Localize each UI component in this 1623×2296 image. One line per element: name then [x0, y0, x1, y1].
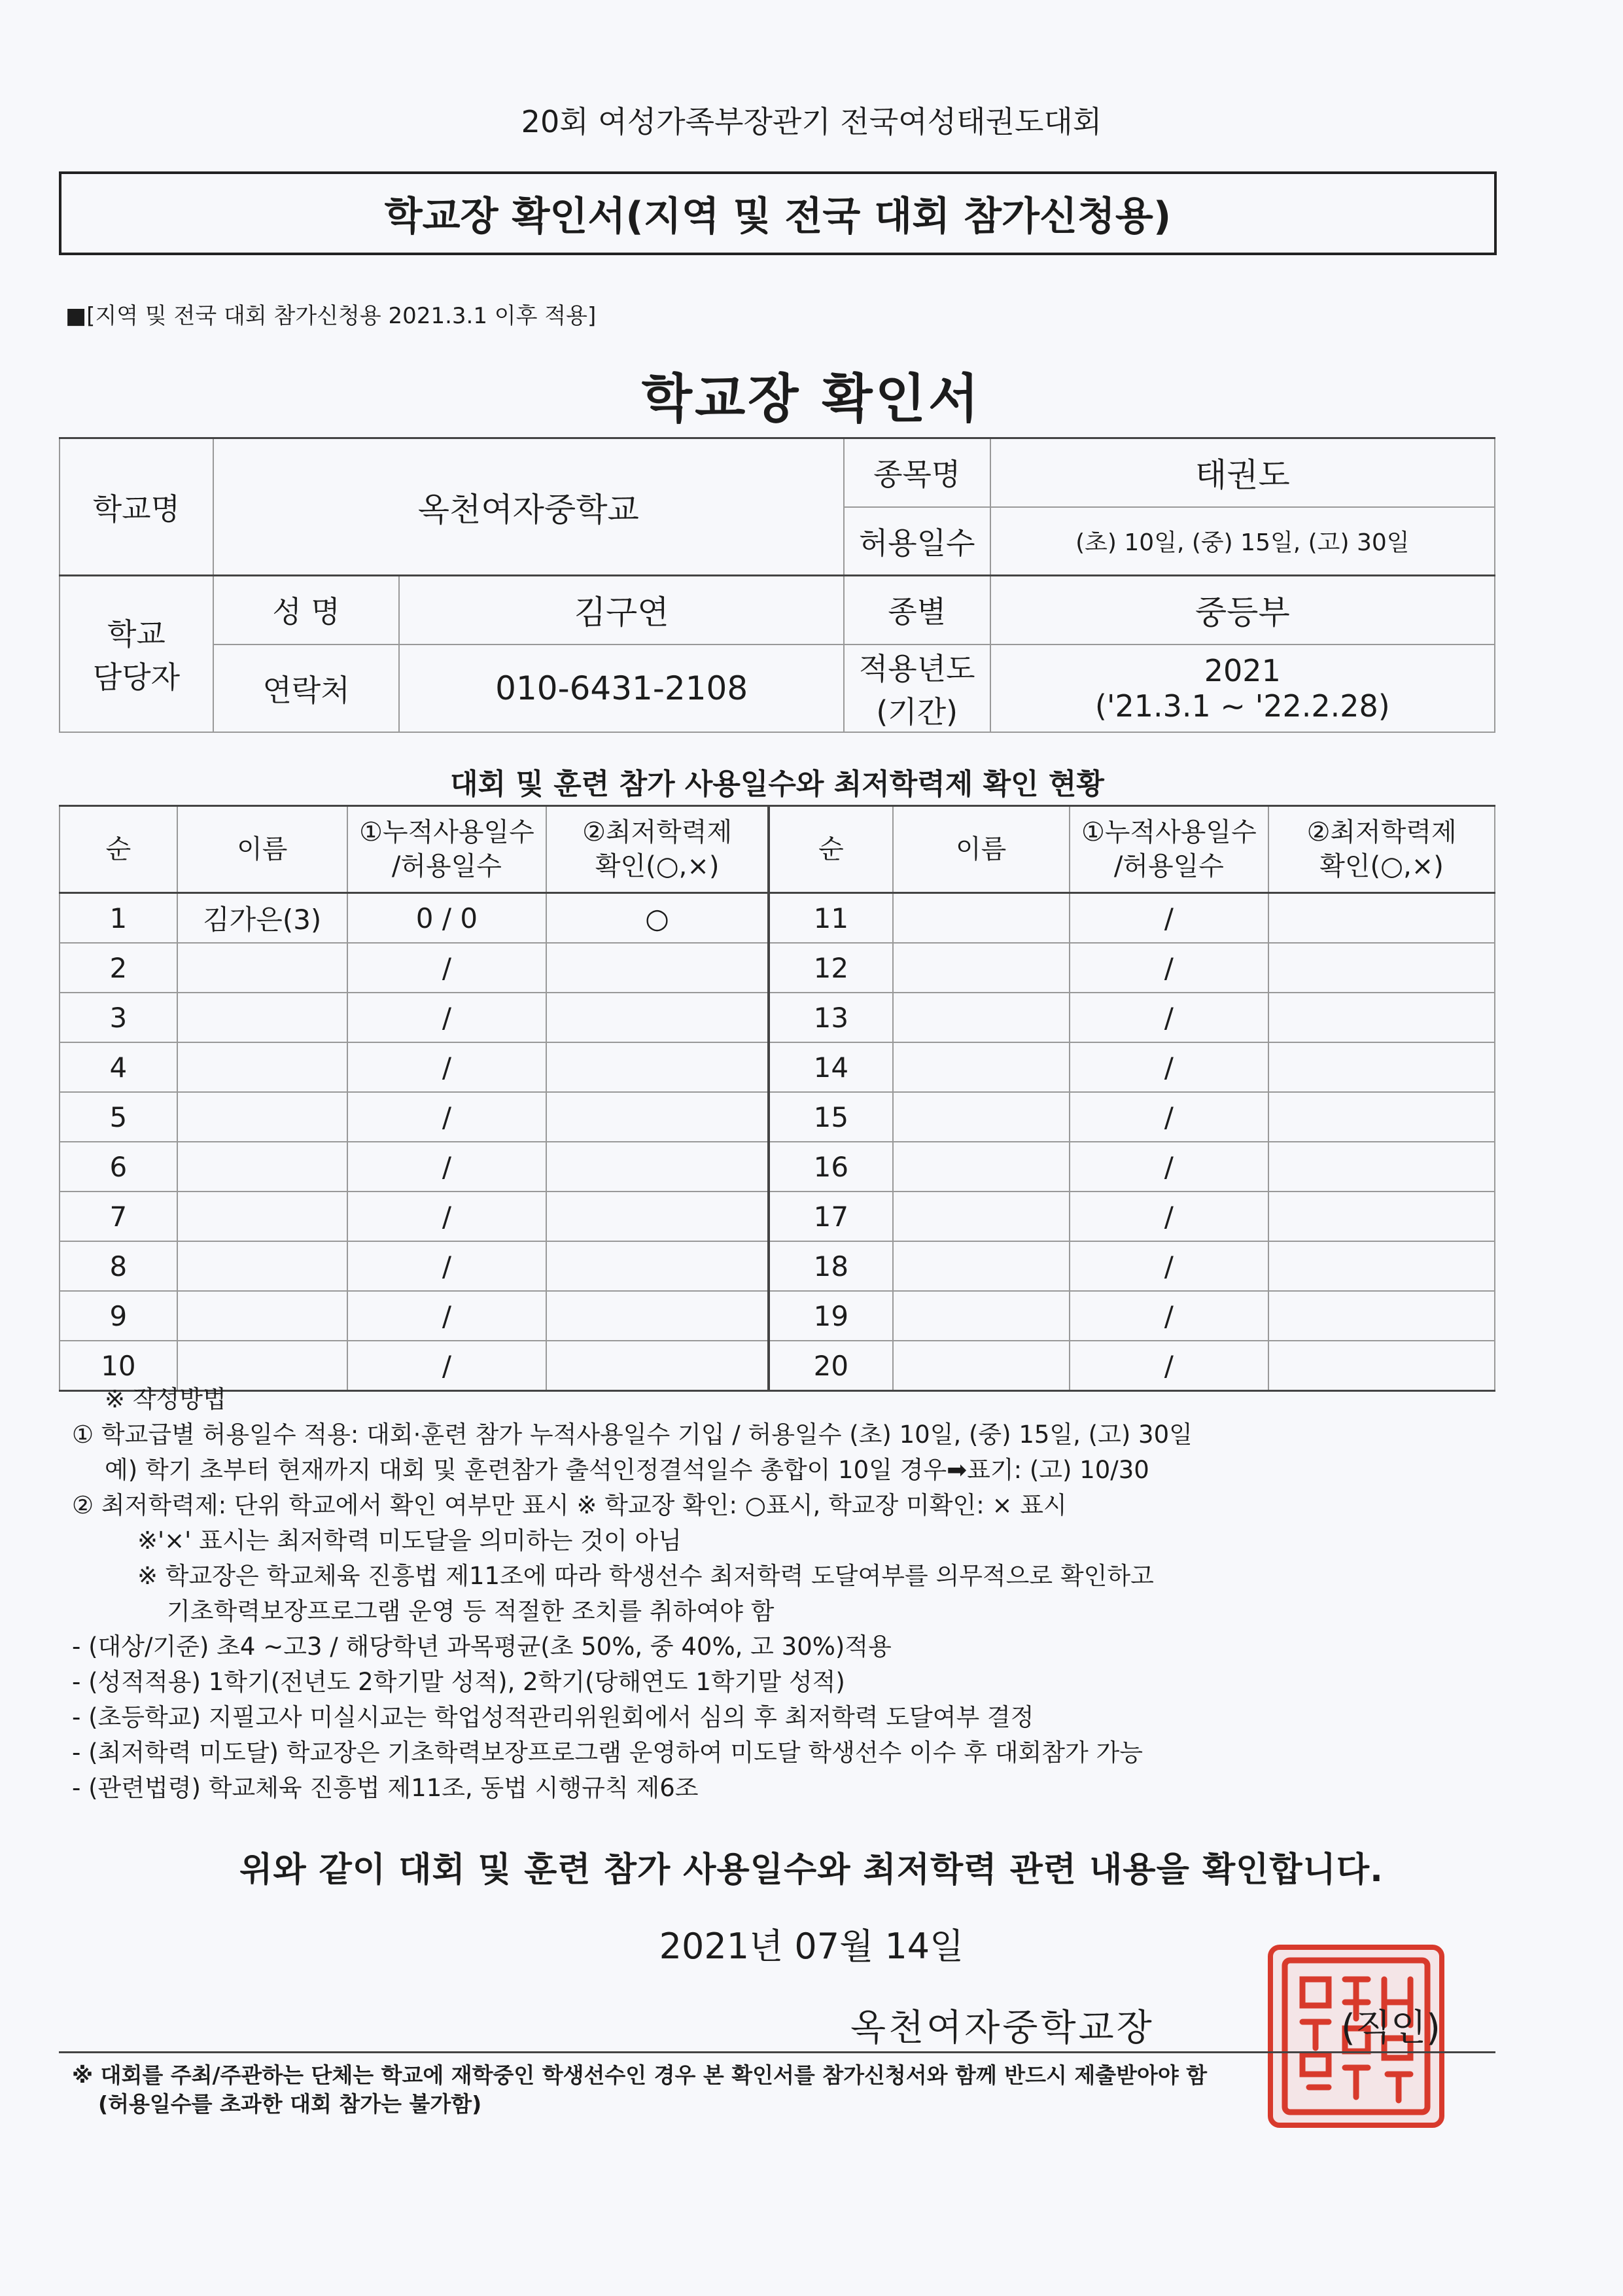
- cell-no: 12: [769, 943, 893, 993]
- cell-days: /: [347, 943, 547, 993]
- instruction-line: - (관련법령) 학교체육 진흥법 제11조, 동법 시행규칙 제6조: [72, 1774, 699, 1802]
- cell-no: 6: [60, 1142, 177, 1192]
- cell-check: [1268, 993, 1495, 1042]
- instruction-line: 예) 학기 초부터 현재까지 대회 및 훈련참가 출석인정결석일수 총합이 10일 경우➡표기: (고) 10/30: [105, 1456, 1149, 1484]
- footnote-line: ※ 대회를 주최/주관하는 단체는 학교에 재학중인 학생선수인 경우 본 확인서를 참가신청서와 함께 반드시 제출받아야 함: [72, 2062, 1208, 2088]
- cell-check: [546, 993, 769, 1042]
- cell-name: [177, 1192, 347, 1241]
- cell-name: [893, 1241, 1070, 1291]
- name-label: 성 명: [213, 576, 400, 645]
- cell-days: /: [1070, 1142, 1269, 1192]
- sport-label: 종목명: [844, 438, 990, 507]
- cell-no: 3: [60, 993, 177, 1042]
- cell-no: 9: [60, 1291, 177, 1341]
- table-row: [60, 1241, 1495, 1291]
- usage-section-title: 대회 및 훈련 참가 사용일수와 최저학력제 확인 현황: [450, 768, 1104, 801]
- cell-days: /: [1070, 1291, 1269, 1341]
- cell-check: [1268, 893, 1495, 944]
- school-name-label: 학교명: [60, 438, 213, 576]
- cell-days: /: [347, 1241, 547, 1291]
- division-label: 종별: [844, 576, 990, 645]
- cell-name: [893, 1142, 1070, 1192]
- cell-check: [1268, 943, 1495, 993]
- period-label-line2: (기간): [876, 694, 958, 730]
- manager-label-line2: 담당자: [92, 660, 181, 696]
- header-no-left: 순: [60, 806, 177, 893]
- instruction-line: 기초학력보장프로그램 운영 등 적절한 조치를 취하여야 함: [167, 1597, 775, 1625]
- instruction-line: - (초등학교) 지필고사 미실시교는 학업성적관리위원회에서 심의 후 최저학력 도달여부 결정: [72, 1703, 1034, 1731]
- cell-check: [546, 943, 769, 993]
- contact-value: 010-6431-2108: [399, 645, 843, 732]
- manager-label: [60, 576, 213, 732]
- table-row: [60, 993, 1495, 1042]
- cell-no: 19: [769, 1291, 893, 1341]
- cell-no: 13: [769, 993, 893, 1042]
- manager-label-line1: 학교: [107, 616, 166, 652]
- cell-name: [177, 1092, 347, 1142]
- cell-days: /: [1070, 1341, 1269, 1391]
- division-value: 중등부: [990, 576, 1495, 645]
- period-value: [990, 645, 1495, 732]
- cell-check: [1268, 1291, 1495, 1341]
- instruction-line: ※'×' 표시는 최저학력 미도달을 의미하는 것이 아님: [137, 1527, 682, 1555]
- cell-no: 16: [769, 1142, 893, 1192]
- seal-label: (직인): [1341, 2007, 1440, 2049]
- header-days-right: [1070, 806, 1269, 893]
- cell-check: [1268, 1142, 1495, 1192]
- table-row: [60, 1291, 1495, 1341]
- cell-name: 김가은(3): [177, 893, 347, 944]
- instruction-line: - (성적적용) 1학기(전년도 2학기말 성적), 2학기(당해연도 1학기말 성적): [72, 1668, 845, 1696]
- header-grade-left: [546, 806, 769, 893]
- header-grade-line1: ②최저학력제: [1306, 817, 1457, 847]
- cell-days: /: [347, 993, 547, 1042]
- cell-name: [177, 1142, 347, 1192]
- footnote-line: (허용일수를 초과한 대회 참가는 불가함): [98, 2091, 482, 2117]
- cell-name: [893, 1291, 1070, 1341]
- header-name-right: 이름: [893, 806, 1070, 893]
- table-row: [60, 1142, 1495, 1192]
- usage-table: [59, 805, 1495, 1392]
- cell-name: [177, 943, 347, 993]
- cell-days: /: [347, 1042, 547, 1092]
- cell-no: 4: [60, 1042, 177, 1092]
- cell-name: [893, 1042, 1070, 1092]
- cell-name: [893, 1092, 1070, 1142]
- header-days-line1: ①누적사용일수: [359, 817, 534, 847]
- cell-days: /: [347, 1291, 547, 1341]
- header-days-line2: /허용일수: [1113, 851, 1224, 881]
- cell-days: /: [347, 1341, 547, 1391]
- cell-name: [177, 1042, 347, 1092]
- instruction-line: ※ 학교장은 학교체육 진흥법 제11조에 따라 학생선수 최저학력 도달여부를 의무적으로 확인하고: [137, 1562, 1154, 1590]
- table-row: [60, 943, 1495, 993]
- cell-days: /: [1070, 1192, 1269, 1241]
- cell-days: /: [1070, 943, 1269, 993]
- footer-divider: [59, 2051, 1495, 2053]
- cell-check: [546, 1142, 769, 1192]
- instruction-line: - (최저학력 미도달) 학교장은 기초학력보장프로그램 운영하여 미도달 학생선수 이수 후 대회참가 가능: [72, 1739, 1143, 1767]
- cell-check: ○: [546, 893, 769, 944]
- confirmation-statement: 위와 같이 대회 및 훈련 참가 사용일수와 최저학력 관련 내용을 확인합니다.: [239, 1850, 1384, 1890]
- cell-name: [177, 993, 347, 1042]
- cell-name: [893, 1192, 1070, 1241]
- cell-no: 11: [769, 893, 893, 944]
- cell-days: /: [1070, 1241, 1269, 1291]
- event-title: 20회 여성가족부장관기 전국여성태권도대회: [521, 104, 1102, 139]
- cell-no: 8: [60, 1241, 177, 1291]
- cell-no: 14: [769, 1042, 893, 1092]
- issue-date: 2021년 07월 14일: [659, 1926, 964, 1967]
- cell-check: [546, 1241, 769, 1291]
- header-days-left: [347, 806, 547, 893]
- cell-no: 7: [60, 1192, 177, 1241]
- form-title: 학교장 확인서: [641, 368, 982, 429]
- table-row: [60, 1042, 1495, 1092]
- cell-no: 2: [60, 943, 177, 993]
- header-days-line1: ①누적사용일수: [1081, 817, 1257, 847]
- cell-name: [177, 1291, 347, 1341]
- cell-days: /: [1070, 893, 1269, 944]
- cell-days: /: [347, 1092, 547, 1142]
- cell-no: 17: [769, 1192, 893, 1241]
- sport-value: 태권도: [990, 438, 1495, 507]
- cell-check: [546, 1192, 769, 1241]
- cell-check: [1268, 1092, 1495, 1142]
- cell-no: 1: [60, 893, 177, 944]
- year-value: 2021: [1204, 652, 1281, 688]
- instruction-line: ① 학교급별 허용일수 적용: 대회·훈련 참가 누적사용일수 기입 / 허용일수 (초) 10일, (중) 15일, (고) 30일: [72, 1421, 1193, 1449]
- table-row: [60, 1092, 1495, 1142]
- table-row: [60, 1192, 1495, 1241]
- header-grade-right: [1268, 806, 1495, 893]
- period-label: [844, 645, 990, 732]
- cell-check: [546, 1092, 769, 1142]
- table-row: [60, 893, 1495, 944]
- cell-check: [546, 1042, 769, 1092]
- school-info-table: [59, 437, 1495, 733]
- cell-check: [546, 1291, 769, 1341]
- cell-days: /: [1070, 1042, 1269, 1092]
- cell-name: [177, 1241, 347, 1291]
- cell-check: [1268, 1241, 1495, 1291]
- cell-days: 0 / 0: [347, 893, 547, 944]
- name-value: 김구연: [399, 576, 843, 645]
- header-no-right: 순: [769, 806, 893, 893]
- header-grade-line2: 확인(○,×): [595, 851, 720, 881]
- period-label-line1: 적용년도: [858, 650, 975, 686]
- cell-no: 18: [769, 1241, 893, 1291]
- cell-no: 5: [60, 1092, 177, 1142]
- cell-days: /: [1070, 1092, 1269, 1142]
- instructions: [72, 1382, 1511, 1806]
- cell-no: 10: [60, 1341, 177, 1391]
- instruction-line: - (대상/기준) 초4 ~고3 / 해당학년 과목평균(초 50%, 중 40%, 고 30%)적용: [72, 1633, 892, 1661]
- principal-title: 옥천여자중학교장: [850, 2007, 1155, 2049]
- school-name-value: 옥천여자중학교: [213, 438, 844, 576]
- cell-days: /: [347, 1192, 547, 1241]
- header-grade-line1: ②최저학력제: [582, 817, 733, 847]
- header-name-left: 이름: [177, 806, 347, 893]
- instructions-heading: ※ 작성방법: [105, 1385, 226, 1413]
- contact-label: 연락처: [213, 645, 400, 732]
- cell-no: 15: [769, 1092, 893, 1142]
- cell-no: 20: [769, 1341, 893, 1391]
- cell-check: [1268, 1042, 1495, 1092]
- allowed-days-value: (초) 10일, (중) 15일, (고) 30일: [990, 507, 1495, 576]
- allowed-days-label: 허용일수: [844, 507, 990, 576]
- document-title: 학교장 확인서(지역 및 전국 대회 참가신청용): [59, 171, 1497, 255]
- cell-check: [1268, 1192, 1495, 1241]
- footnote: [72, 2061, 1511, 2119]
- instruction-line: ② 최저학력제: 단위 학교에서 확인 여부만 표시 ※ 학교장 확인: ○표시, 학교장 미확인: × 표시: [72, 1491, 1067, 1519]
- cell-days: /: [1070, 993, 1269, 1042]
- cell-name: [893, 893, 1070, 944]
- cell-name: [893, 993, 1070, 1042]
- header-grade-line2: 확인(○,×): [1319, 851, 1444, 881]
- applicability-note: ■[지역 및 전국 대회 참가신청용 2021.3.1 이후 적용]: [65, 303, 597, 329]
- header-days-line2: /허용일수: [391, 851, 502, 881]
- cell-name: [893, 943, 1070, 993]
- cell-days: /: [347, 1142, 547, 1192]
- period-range: ('21.3.1 ~ '22.2.28): [1094, 688, 1390, 724]
